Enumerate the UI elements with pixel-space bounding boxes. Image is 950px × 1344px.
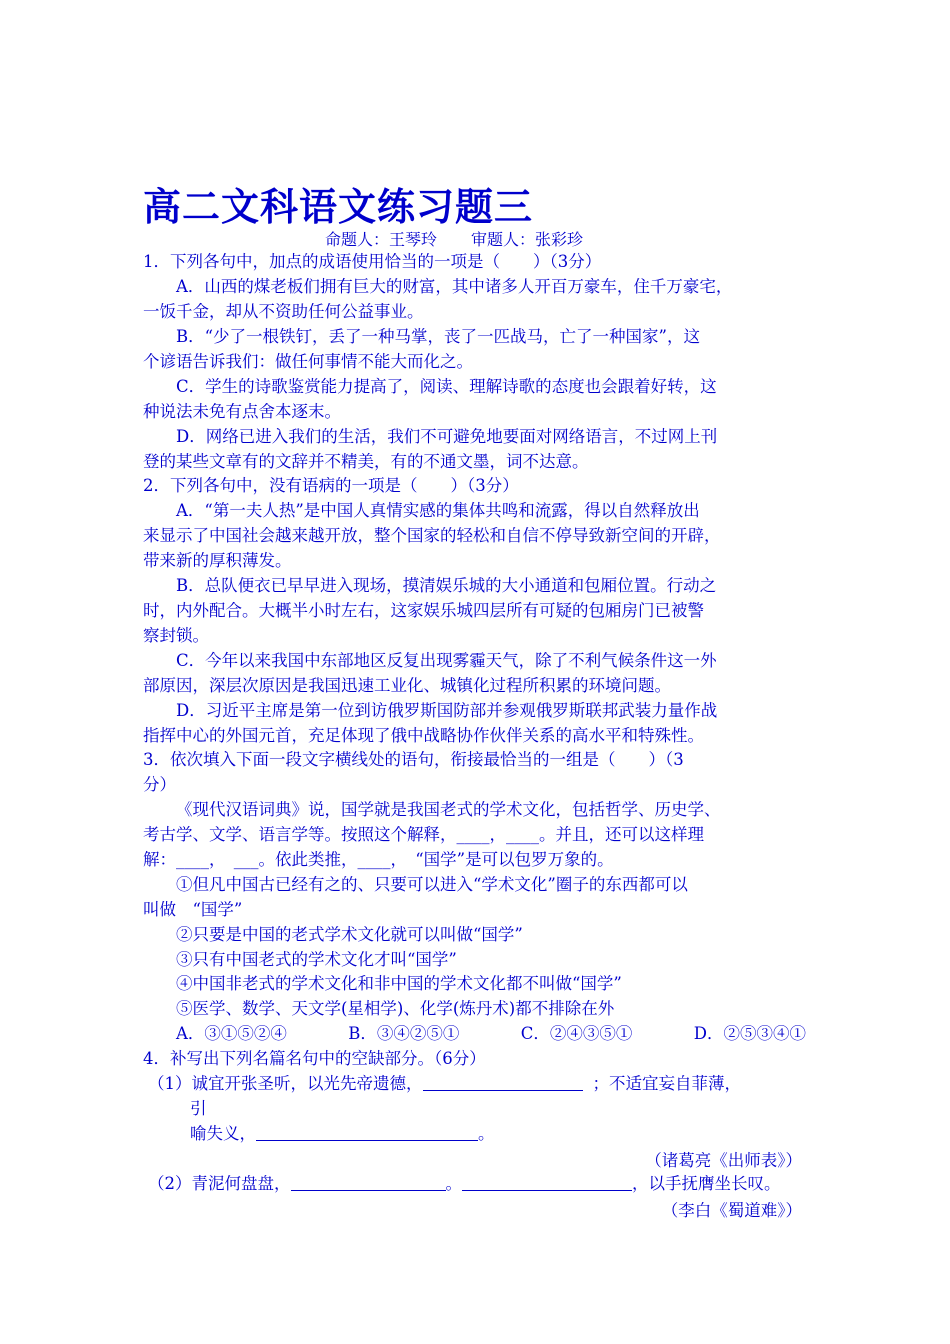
q4-item1-line2-end: 。 xyxy=(478,1124,495,1143)
q3-choice-b: B．③④②⑤① xyxy=(348,1024,460,1043)
q4-item1-source: （诸葛亮《出师表》） xyxy=(645,1151,802,1170)
q2-option-d-line1: D．习近平主席是第一位到访俄罗斯国防部并参观俄罗斯联邦武装力量作战 xyxy=(176,701,718,720)
q3-choice-c: C．②④③⑤① xyxy=(520,1024,633,1043)
q3-statement-5: ⑤医学、数学、天文学(星相学)、化学(炼丹术)都不排除在外 xyxy=(176,999,615,1018)
q1-stem: 1．下列各句中，加点的成语使用恰当的一项是（ ）（3分） xyxy=(143,252,602,271)
q2-option-d-line2: 指挥中心的外国元首，充足体现了俄中战略协作伙伴关系的高水平和特殊性。 xyxy=(143,726,704,745)
q1-option-d-line1: D．网络已进入我们的生活，我们不可避免地要面对网络语言，不过网上刊 xyxy=(176,427,718,446)
authors-line xyxy=(325,227,583,250)
q4-item1-blank2 xyxy=(256,1124,478,1141)
q4-item1-line2-prefix: 喻失义， xyxy=(190,1124,256,1143)
q2-option-b-line3: 察封锁。 xyxy=(143,626,209,645)
q2-option-a-line2: 来显示了中国社会越来越开放，整个国家的轻松和自信不停导致新空间的开辟， xyxy=(143,526,721,545)
q1-option-a-line2: 一饭千金，却从不资助任何公益事业。 xyxy=(143,302,424,321)
q3-choice-a: A．③①⑤②④ xyxy=(176,1024,287,1043)
q2-option-b-line2: 时，内外配合。大概半小时左右，这家娱乐城四层所有可疑的包厢房门已被警 xyxy=(143,601,704,620)
q3-statement-1-line2: 叫做 “国学” xyxy=(143,900,243,919)
q4-item2-source: （李白《蜀道难》） xyxy=(661,1201,802,1220)
q4-item2-line xyxy=(148,1172,781,1196)
q4-item2-blank1 xyxy=(291,1174,446,1191)
q3-passage-line3: 解：____， ___。依此类推，____， “国学”是可以包罗万象的。 xyxy=(143,850,614,869)
q4-item2-prefix: （2）青泥何盘盘， xyxy=(148,1174,291,1193)
q3-stem-line1: 3．依次填入下面一段文字横线处的语句，衔接最恰当的一组是（ ）（3 xyxy=(143,750,684,769)
q2-option-a-line3: 带来新的厚积薄发。 xyxy=(143,551,292,570)
q3-passage-line2: 考古学、文学、语言学等。按照这个解释，____，____。并且，还可以这样理 xyxy=(143,825,704,844)
q3-statement-4: ④中国非老式的学术文化和非中国的学术文化都不叫做“国学” xyxy=(176,974,622,993)
q2-option-b-line1: B．总队便衣已早早进入现场，摸清娱乐城的大小通道和包厢位置。行动之 xyxy=(176,576,717,595)
q3-statement-3: ③只有中国老式的学术文化才叫“国学” xyxy=(176,950,457,969)
q1-option-b-line2: 个谚语告诉我们：做任何事情不能大而化之。 xyxy=(143,352,473,371)
q1-option-b-line1: B．“少了一根铁钉，丢了一种马掌，丧了一匹战马，亡了一种国家”，这 xyxy=(176,327,700,346)
setter-name: 命题人：王琴玲 xyxy=(325,230,438,249)
q3-statement-2: ②只要是中国的老式学术文化就可以叫做“国学” xyxy=(176,925,523,944)
q4-item1-blank1 xyxy=(423,1074,583,1091)
q3-choices xyxy=(176,1022,806,1046)
q4-item1-prefix: （1）诚宜开张圣听，以光先帝遗德， xyxy=(148,1074,423,1093)
q4-item1-line1 xyxy=(148,1072,741,1096)
q4-item1-line2 xyxy=(190,1122,495,1146)
q1-option-c-line2: 种说法未免有点舍本逐末。 xyxy=(143,402,341,421)
q3-statement-1-line1: ①但凡中国古已经有之的、只要可以进入“学术文化”圈子的东西都可以 xyxy=(176,875,688,894)
q4-stem: 4．补写出下列名篇名句中的空缺部分。（6分） xyxy=(143,1049,486,1068)
q2-option-a-line1: A．“第一夫人热”是中国人真情实感的集体共鸣和流露，得以自然释放出 xyxy=(176,501,700,520)
q2-option-c-line2: 部原因，深层次原因是我国迅速工业化、城镇化过程所积累的环境问题。 xyxy=(143,676,671,695)
q2-option-c-line1: C．今年以来我国中东部地区反复出现雾霾天气，除了不利气候条件这一外 xyxy=(176,651,717,670)
q4-item1-wrap: 引 xyxy=(190,1099,207,1118)
q3-choice-d: D．②⑤③④① xyxy=(693,1024,806,1043)
q4-item2-suffix: ，以手抚膺坐长叹。 xyxy=(632,1174,781,1193)
q1-option-c-line1: C．学生的诗歌鉴赏能力提高了，阅读、理解诗歌的态度也会跟着好转，这 xyxy=(176,377,717,396)
page-title: 高二文科语文练习题三 xyxy=(143,184,534,229)
q4-item2-middle: 。 xyxy=(445,1174,462,1193)
q4-item1-middle: ；不适宜妄自菲薄， xyxy=(592,1074,741,1093)
q4-item2-blank2 xyxy=(462,1174,632,1191)
q2-stem: 2．下列各句中，没有语病的一项是（ ）（3分） xyxy=(143,476,519,495)
q3-stem-line2: 分） xyxy=(143,775,176,794)
reviewer-name: 审题人：张彩珍 xyxy=(471,230,584,249)
q1-option-d-line2: 登的某些文章有的文辞并不精美，有的不通文墨，词不达意。 xyxy=(143,452,589,471)
q1-option-a-line1: A．山西的煤老板们拥有巨大的财富，其中诸多人开百万豪车，住千万豪宅， xyxy=(176,277,733,296)
q3-passage-line1: 《现代汉语词典》说，国学就是我国老式的学术文化，包括哲学、历史学、 xyxy=(176,800,721,819)
